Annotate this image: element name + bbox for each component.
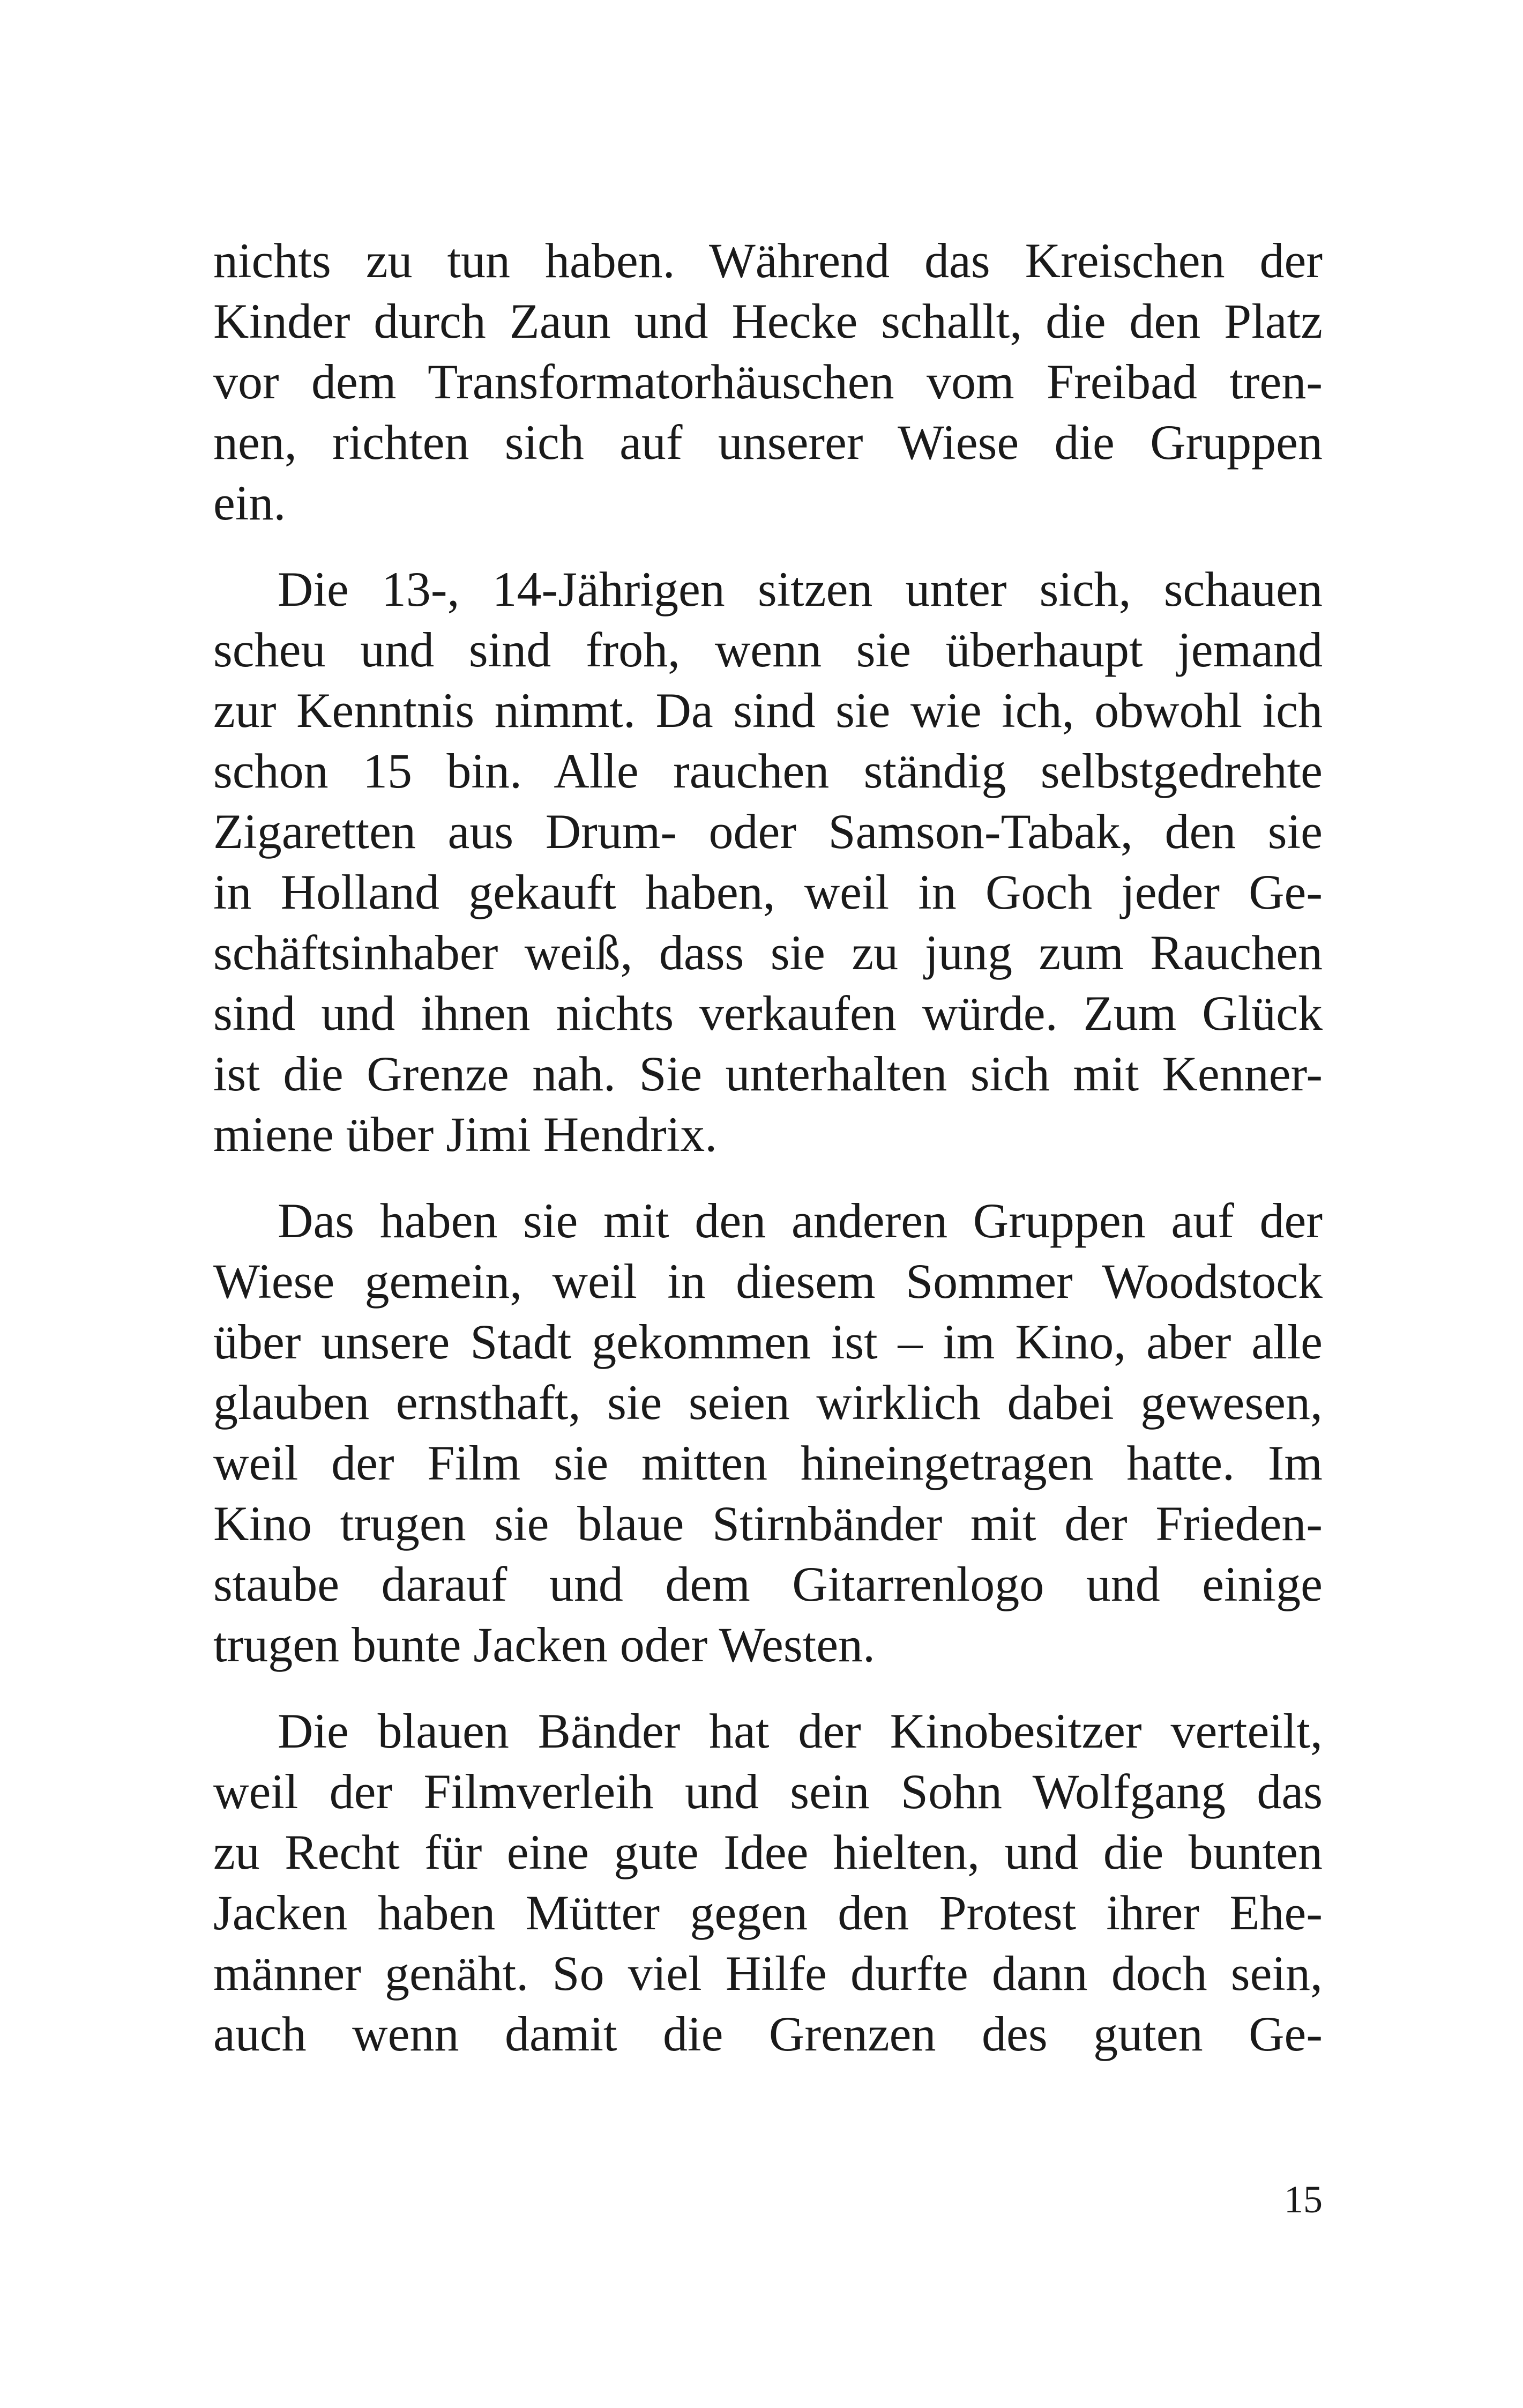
text-line: Jacken haben Mütter gegen den Protest ihrer Ehe- — [213, 1885, 1323, 1940]
text-line: in Holland gekauft haben, weil in Goch jeder Ge- — [213, 865, 1323, 919]
text-line: staube darauf und dem Gitarrenlogo und einige — [213, 1557, 1323, 1611]
text-line: trugen bunte Jacken oder Westen. — [213, 1617, 876, 1672]
text-line: Zigaretten aus Drum- oder Samson-Tabak, den sie — [213, 804, 1323, 859]
text-line: Die blauen Bänder hat der Kinobesitzer verteilt, — [278, 1704, 1323, 1758]
text-line: über unsere Stadt gekommen ist – im Kino, aber alle — [213, 1314, 1323, 1369]
text-line: männer genäht. So viel Hilfe durfte dann doch sein, — [213, 1946, 1323, 2001]
text-line: weil der Filmverleih und sein Sohn Wolfgang das — [213, 1764, 1323, 1819]
text-line: schon 15 bin. Alle rauchen ständig selbstgedrehte — [213, 744, 1323, 798]
text-line: auch wenn damit die Grenzen des guten Ge- — [213, 2006, 1323, 2061]
page-number: 15 — [1284, 2178, 1323, 2221]
body-text — [213, 231, 1323, 2090]
text-line: sind und ihnen nichts verkaufen würde. Zum Glück — [213, 986, 1323, 1041]
text-line: Kino trugen sie blaue Stirnbänder mit der Frieden- — [213, 1496, 1323, 1551]
text-line: zur Kenntnis nimmt. Da sind sie wie ich, obwohl ich — [213, 683, 1323, 738]
text-line: ein. — [213, 475, 286, 530]
paragraph — [213, 559, 1323, 1165]
text-line: Das haben sie mit den anderen Gruppen auf der — [278, 1193, 1323, 1248]
text-line: weil der Film sie mitten hineingetragen hatte. Im — [213, 1436, 1323, 1490]
text-line: Wiese gemein, weil in diesem Sommer Woodstock — [213, 1254, 1323, 1309]
text-line: Die 13-, 14-Jährigen sitzen unter sich, schauen — [278, 562, 1323, 616]
text-line: miene über Jimi Hendrix. — [213, 1107, 718, 1162]
paragraph — [213, 1191, 1323, 1675]
text-line: nen, richten sich auf unserer Wiese die Gruppen — [213, 415, 1323, 470]
text-line: glauben ernsthaft, sie seien wirklich dabei gewesen, — [213, 1375, 1323, 1430]
text-line: schäftsinhaber weiß, dass sie zu jung zum Rauchen — [213, 925, 1323, 980]
text-line: scheu und sind froh, wenn sie überhaupt jemand — [213, 622, 1323, 677]
paragraph — [213, 231, 1323, 533]
text-line: vor dem Transformatorhäuschen vom Freibad tren- — [213, 354, 1323, 409]
text-line: Kinder durch Zaun und Hecke schallt, die den Platz — [213, 294, 1323, 348]
text-line: ist die Grenze nah. Sie unterhalten sich mit Kenner- — [213, 1046, 1323, 1101]
text-line: nichts zu tun haben. Während das Kreischen der — [213, 233, 1323, 288]
paragraph — [213, 1701, 1323, 2064]
text-line: zu Recht für eine gute Idee hielten, und die bunten — [213, 1825, 1323, 1879]
